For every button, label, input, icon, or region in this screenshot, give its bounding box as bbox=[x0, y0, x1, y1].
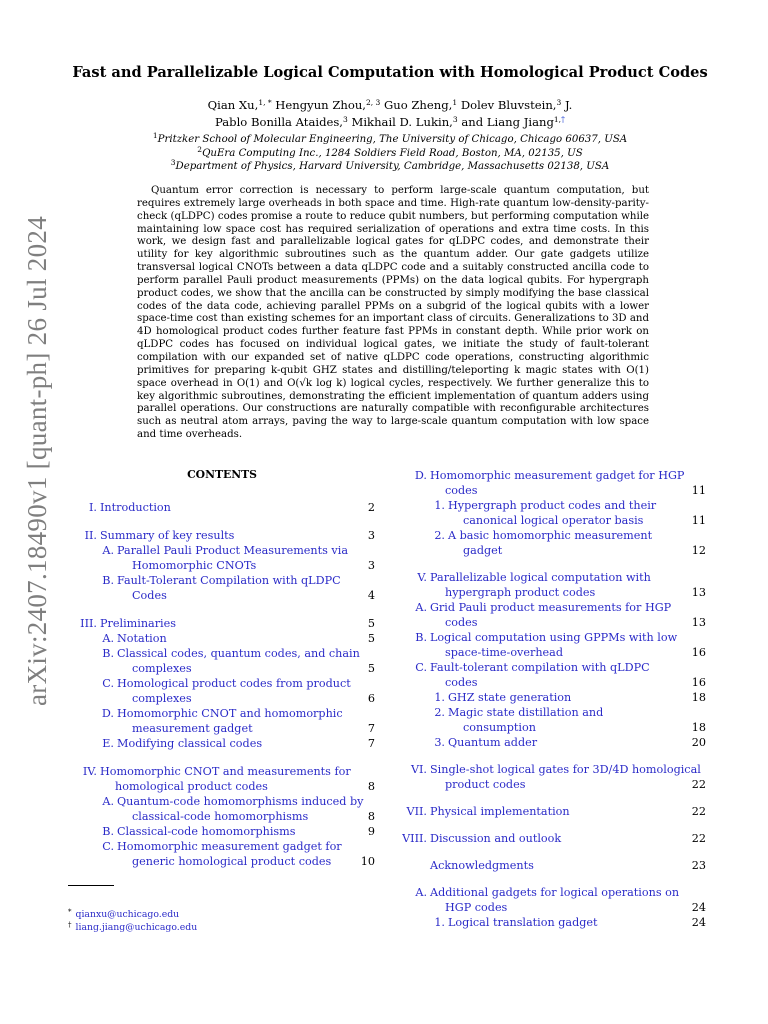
toc-title[interactable]: Fault-tolerant compilation with qLDPC bbox=[430, 661, 650, 674]
toc-title[interactable]: Grid Pauli product measurements for HGP bbox=[430, 601, 672, 614]
toc-page-number: 23 bbox=[691, 859, 706, 872]
contents-heading: CONTENTS bbox=[187, 468, 257, 481]
toc-title[interactable]: Homomorphic measurement gadget for HGP bbox=[430, 469, 685, 482]
toc-page-number: 16 bbox=[691, 676, 706, 689]
corresponding-mark[interactable]: † bbox=[561, 115, 566, 124]
toc-title[interactable]: GHZ state generation bbox=[448, 691, 572, 704]
author[interactable]: Hengyun Zhou, bbox=[275, 98, 366, 112]
toc-number: III. bbox=[80, 617, 97, 630]
toc-number: B. bbox=[415, 631, 427, 644]
toc-number: D. bbox=[101, 707, 114, 720]
toc-number: A. bbox=[102, 544, 114, 557]
toc-page-number: 18 bbox=[691, 691, 706, 704]
toc-page-number: 7 bbox=[367, 737, 375, 750]
toc-page-number: 2 bbox=[367, 501, 375, 514]
toc-title[interactable]: gadget bbox=[463, 544, 503, 557]
toc-title[interactable]: HGP codes bbox=[445, 901, 508, 914]
toc-page-number: 11 bbox=[691, 514, 706, 527]
toc-title[interactable]: canonical logical operator basis bbox=[463, 514, 644, 527]
toc-number: C. bbox=[102, 840, 114, 853]
toc-page-number: 22 bbox=[691, 778, 706, 791]
toc-title[interactable]: Quantum adder bbox=[448, 736, 538, 749]
toc-page-number: 11 bbox=[691, 484, 706, 497]
toc-page-number: 16 bbox=[691, 646, 706, 659]
toc-title[interactable]: Parallelizable logical computation with bbox=[430, 571, 651, 584]
toc-title[interactable]: Preliminaries bbox=[100, 617, 177, 630]
toc-title[interactable]: Single-shot logical gates for 3D/4D homological bbox=[430, 763, 701, 776]
toc-number: A. bbox=[102, 632, 114, 645]
toc-title[interactable]: Magic state distillation and bbox=[448, 706, 604, 719]
toc-title[interactable]: classical-code homomorphisms bbox=[132, 810, 309, 823]
toc-number: IV. bbox=[82, 765, 97, 778]
toc-page-number: 24 bbox=[691, 901, 706, 914]
toc-title[interactable]: Classical codes, quantum codes, and chain bbox=[117, 647, 360, 660]
toc-title[interactable]: Parallel Pauli Product Measurements via bbox=[117, 544, 348, 557]
toc-title[interactable]: product codes bbox=[445, 778, 526, 791]
toc-title[interactable]: Discussion and outlook bbox=[430, 832, 562, 845]
author[interactable]: Guo Zheng, bbox=[383, 98, 453, 112]
toc-title[interactable]: generic homological product codes bbox=[132, 855, 332, 868]
author-list: Qian Xu,$^{1, *}$ Hengyun Zhou,$^{2, 3}$ Guo Zheng,$^1$ Dolev Bluvstein,$^3$ J. Pablo Bonilla Ataides,$^3$ Mikhail D. Lukin,$^3$ and Liang Jiang$^{1,\dagger}$ bbox=[207, 98, 573, 129]
toc-number: B. bbox=[102, 825, 114, 838]
toc-page-number: 10 bbox=[360, 855, 375, 868]
toc-number: 2. bbox=[434, 706, 445, 719]
toc-page-number: 13 bbox=[691, 616, 706, 629]
author[interactable]: Mikhail D. Lukin, bbox=[351, 115, 453, 129]
toc-title[interactable]: complexes bbox=[132, 692, 192, 705]
toc-title[interactable]: Notation bbox=[117, 632, 167, 645]
toc-number: B. bbox=[102, 647, 114, 660]
footnote-email[interactable]: * qianxu@uchicago.edu bbox=[68, 908, 180, 920]
toc-title[interactable]: A basic homomorphic measurement bbox=[448, 529, 653, 542]
arxiv-stamp: arXiv:2407.18490v1 [quant-ph] 26 Jul 2024 bbox=[22, 216, 52, 706]
toc-page-number: 6 bbox=[367, 692, 375, 705]
toc-title[interactable]: Fault-Tolerant Compilation with qLDPC bbox=[117, 574, 341, 587]
toc-page-number: 5 bbox=[367, 662, 375, 675]
footnote-rule bbox=[68, 885, 114, 886]
toc-page-number: 13 bbox=[691, 586, 706, 599]
toc-page-number: 22 bbox=[691, 805, 706, 818]
toc-title[interactable]: codes bbox=[445, 484, 478, 497]
toc-number: B. bbox=[102, 574, 114, 587]
toc-title[interactable]: Homomorphic CNOTs bbox=[132, 559, 257, 572]
toc-page-number: 12 bbox=[691, 544, 706, 557]
abstract bbox=[137, 185, 649, 442]
toc-title[interactable]: Additional gadgets for logical operations on bbox=[430, 886, 680, 899]
toc-page-number: 3 bbox=[367, 559, 375, 572]
toc-page-number: 8 bbox=[367, 780, 375, 793]
toc-title[interactable]: Homomorphic measurement gadget for bbox=[117, 840, 342, 853]
toc-title[interactable]: Physical implementation bbox=[430, 805, 570, 818]
affiliation: $^3$Department of Physics, Harvard University, Cambridge, Massachusetts 02138, USA bbox=[170, 158, 610, 172]
toc-number: VIII. bbox=[402, 832, 427, 845]
toc-number: 1. bbox=[434, 499, 445, 512]
toc-title[interactable]: complexes bbox=[132, 662, 192, 675]
toc-number: 1. bbox=[434, 691, 445, 704]
affiliation: $^1$Pritzker School of Molecular Engineering, The University of Chicago, Chicago 60637, USA bbox=[152, 131, 628, 145]
toc-page-number: 5 bbox=[367, 617, 375, 630]
toc-title[interactable]: codes bbox=[445, 676, 478, 689]
author[interactable]: J. bbox=[564, 98, 573, 112]
toc-title[interactable]: Summary of key results bbox=[100, 529, 235, 542]
toc-title[interactable]: Classical-code homomorphisms bbox=[117, 825, 296, 838]
toc-title[interactable]: Hypergraph product codes and their bbox=[448, 499, 657, 512]
author[interactable]: Qian Xu, bbox=[207, 98, 259, 112]
author[interactable]: Dolev Bluvstein, bbox=[460, 98, 557, 112]
toc-number: I. bbox=[89, 501, 97, 514]
toc-title[interactable]: Logical translation gadget bbox=[448, 916, 598, 929]
toc-number: VII. bbox=[406, 805, 427, 818]
toc-number: A. bbox=[415, 601, 427, 614]
toc-page-number: 8 bbox=[367, 810, 375, 823]
toc-title[interactable]: space-time-overhead bbox=[445, 646, 564, 659]
toc-title[interactable]: Logical computation using GPPMs with low bbox=[430, 631, 678, 644]
footnote-email[interactable]: † liang.jiang@uchicago.edu bbox=[68, 921, 198, 933]
toc-title[interactable]: Introduction bbox=[100, 501, 171, 514]
affiliation: $^2$QuEra Computing Inc., 1284 Soldiers Field Road, Boston, MA, 02135, US bbox=[197, 144, 583, 159]
toc-page-number: 24 bbox=[691, 916, 706, 929]
toc-number: E. bbox=[102, 737, 114, 750]
toc-page-number: 5 bbox=[367, 632, 375, 645]
toc-title[interactable]: Homological product codes from product bbox=[117, 677, 351, 690]
toc-title[interactable]: homological product codes bbox=[115, 780, 268, 793]
toc-page-number: 3 bbox=[367, 529, 375, 542]
toc-number: 3. bbox=[434, 736, 445, 749]
paper-title: Fast and Parallelizable Logical Computation with Homological Product Codes bbox=[72, 64, 708, 81]
toc-title[interactable]: Codes bbox=[132, 589, 167, 602]
toc-title[interactable]: Acknowledgments bbox=[430, 859, 534, 872]
toc-page-number: 4 bbox=[367, 589, 375, 602]
toc-title[interactable]: Modifying classical codes bbox=[117, 737, 263, 750]
toc-title[interactable]: Homomorphic CNOT and measurements for bbox=[100, 765, 351, 778]
toc-number: 2. bbox=[434, 529, 445, 542]
toc-number: C. bbox=[102, 677, 114, 690]
toc-number: II. bbox=[84, 529, 97, 542]
affiliations bbox=[100, 133, 680, 174]
author[interactable]: Pablo Bonilla Ataides, bbox=[214, 115, 343, 129]
author[interactable]: Liang Jiang bbox=[486, 115, 554, 129]
toc-title[interactable]: Quantum-code homomorphisms induced by bbox=[117, 795, 364, 808]
toc-page-number: 22 bbox=[691, 832, 706, 845]
toc-title[interactable]: codes bbox=[445, 616, 478, 629]
toc-page-number: 9 bbox=[367, 825, 375, 838]
toc-number: A. bbox=[415, 886, 427, 899]
toc-page-number: 20 bbox=[691, 736, 706, 749]
toc-number: 1. bbox=[434, 916, 445, 929]
toc-page-number: 18 bbox=[691, 721, 706, 734]
toc-title[interactable]: consumption bbox=[463, 721, 536, 734]
abstract-text: Quantum error correction is necessary to perform large-scale quantum computation, but requires extremely large overheads in both space and time. High-rate quantum low-density-parity-check (qLDPC) codes promise a route to reduce qubit numbers, but performing computation while maintaining low space cost has required serialization of operations and extra time costs. In this work, we design fast and parallelizable logical gates for qLDPC codes, and demonstrate their utility for key algorithmic subroutines such as the quantum adder. Our gate gadgets utilize transversal logical CNOTs between a data qLDPC code and a suitably constructed ancilla code to perform parallel Pauli product measurements (PPMs) on the data logical qubits. For hypergraph product codes, we show that the ancilla can be constructed by simply modifying the base classical codes of the data code, achieving parallel PPMs on a subgrid of the logical qubits with a lower space-time cost than existing schemes for an important class of circuits. Generalizations to 3D and 4D homological product codes further feature fast PPMs in constant depth. While prior work on qLDPC codes has focused on individual logical gates, we initiate the study of fault-tolerant compilation with our expanded set of native qLDPC code operations, constructing algorithmic primitives for preparing k-qubit GHZ states and distilling/teleporting k magic states with O(1) space overhead in O(1) and O(√k log k) logical cycles, respectively. We further generalize this to key algorithmic subroutines, demonstrating the efficient implementation of quantum adders using parallel operations. Our constructions are naturally compatible with reconfigurable architectures such as neutral atom arrays, paving the way to large-scale quantum computation with low space and time overheads. bbox=[137, 185, 649, 441]
toc-page-number: 7 bbox=[367, 722, 375, 735]
toc-number: V. bbox=[417, 571, 427, 584]
toc-number: VI. bbox=[410, 763, 427, 776]
toc-number: D. bbox=[414, 469, 427, 482]
toc-number: C. bbox=[415, 661, 427, 674]
toc-title[interactable]: measurement gadget bbox=[132, 722, 253, 735]
toc-title[interactable]: Homomorphic CNOT and homomorphic bbox=[117, 707, 343, 720]
toc-number: A. bbox=[102, 795, 114, 808]
toc-title[interactable]: hypergraph product codes bbox=[445, 586, 596, 599]
